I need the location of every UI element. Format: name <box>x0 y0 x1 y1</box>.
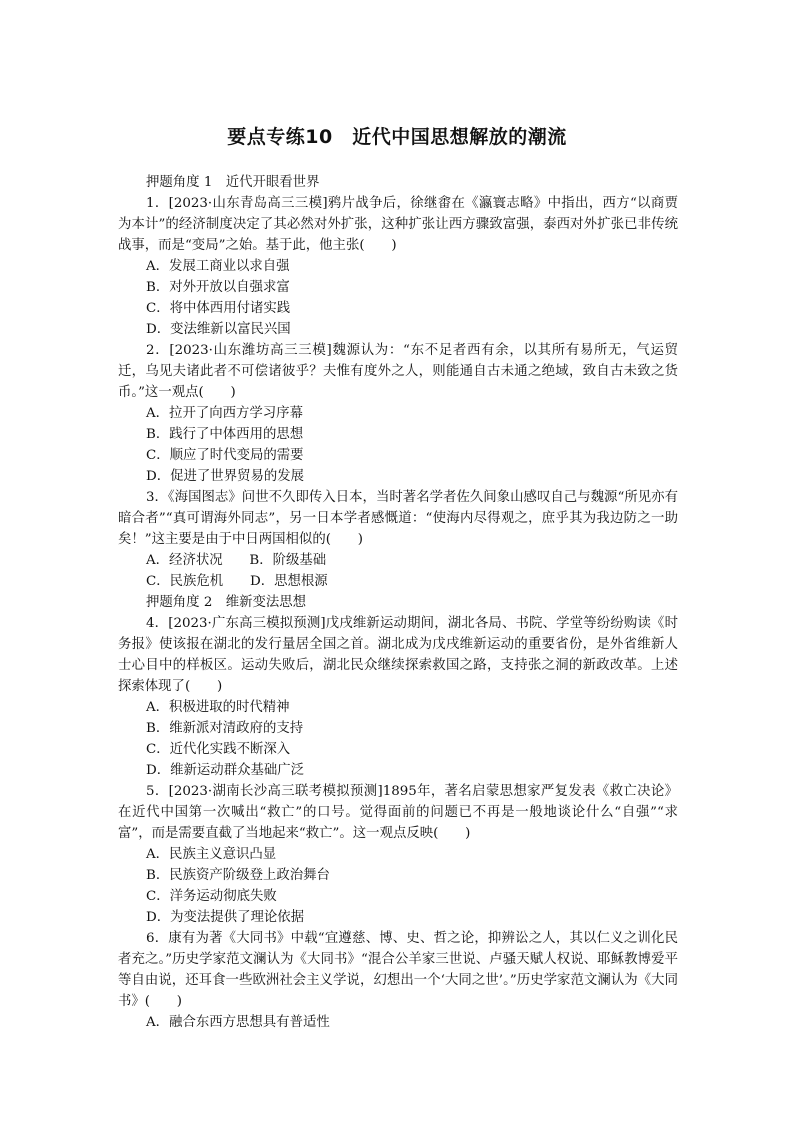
option-a: A．发展工商业以求自强 <box>146 259 290 274</box>
option-c: C．近代化实践不断深入 <box>146 742 291 757</box>
question-stem: 6．康有为著《大同书》中载“宜遵慈、博、史、哲之论，抑辨讼之人，其以仁义之训化民者充之。”历史学家范文澜认为《大同书》“混合公羊家三世说、卢骚天赋人权说、耶稣教博爱平等自由说，还耳食一些欧洲社会主义学说，幻想出一个‘大同之世’。”历史学家范文澜认为《大同书》( ) <box>118 931 678 1009</box>
question-stem: 3．《海国图志》问世不久即传入日本，当时著名学者佐久间象山感叹自己与魏源“所见亦有暗合者”“真可谓海外同志”，另一日本学者感慨道：“使海内尽得观之，庶乎其为我边防之一助矣！”这主要是由于中日两国相似的( ) <box>118 490 678 547</box>
question-1 <box>118 193 678 340</box>
option-a: A．民族主义意识凸显 <box>146 847 277 862</box>
option-d: D．为变法提供了理论依据 <box>146 910 305 925</box>
option-a: A．融合东西方思想具有普适性 <box>146 1015 330 1030</box>
question-5 <box>118 781 678 928</box>
question-stem: 5．[2023·湖南长沙高三联考模拟预测]1895年，著名启蒙思想家严复发表《救亡决论》在近代中国第一次喊出“救亡”的口号。觉得面前的问题已不再是一般地谈论什么“自强”“求富”，而是需要直截了当地起来“救亡”。这一观点反映( ) <box>118 784 678 841</box>
page-title: 要点专练10 近代中国思想解放的潮流 <box>227 126 567 148</box>
question-4 <box>118 613 678 781</box>
option-row-ab: A．经济状况 B．阶级基础 <box>146 553 327 568</box>
option-a: A．积极进取的时代精神 <box>146 700 290 715</box>
option-d: D．促进了世界贸易的发展 <box>146 469 305 484</box>
option-c: C．洋务运动彻底失败 <box>146 889 277 904</box>
document-body <box>118 172 678 1033</box>
option-b: B．维新派对清政府的支持 <box>146 721 304 736</box>
option-c: C．将中体西用付诸实践 <box>146 301 291 316</box>
option-d: D．变法维新以富民兴国 <box>146 322 291 337</box>
option-c: C．顺应了时代变局的需要 <box>146 448 304 463</box>
option-b: B．对外开放以自强求富 <box>146 280 290 295</box>
section-heading-1: 押题角度 1 近代开眼看世界 <box>146 175 320 190</box>
option-d: D．维新运动群众基础广泛 <box>146 763 305 778</box>
question-3 <box>118 487 678 592</box>
question-stem: 1．[2023·山东青岛高三三模]鸦片战争后，徐继畬在《瀛寰志略》中指出，西方“以商贾为本计”的经济制度决定了其必然对外扩张，这种扩张让西方骤致富强，泰西对外扩张已非传统战事，而是“变局”之始。基于此，他主张( ) <box>118 196 678 253</box>
question-stem: 4．[2023·广东高三模拟预测]戊戌维新运动期间，湖北各局、书院、学堂等纷纷购读《时务报》使该报在湖北的发行量居全国之首。湖北成为戊戌维新运动的重要省份，是外省维新人士心目中的样板区。运动失败后，湖北民众继续探索救国之路，支持张之洞的新政改革。上述探索体现了( ) <box>118 616 678 694</box>
option-row-cd: C．民族危机 D．思想根源 <box>146 574 328 589</box>
section-heading-2: 押题角度 2 维新变法思想 <box>146 595 307 610</box>
option-b: B．民族资产阶级登上政治舞台 <box>146 868 330 883</box>
question-2 <box>118 340 678 487</box>
question-6 <box>118 928 678 1033</box>
option-b: B．践行了中体西用的思想 <box>146 427 304 442</box>
question-stem: 2．[2023·山东潍坊高三三模]魏源认为：“东不足者西有余，以其所有易所无，气运贸迁，乌见夫诸此者不可偿诸彼乎？夫惟有度外之人，则能通自古未通之绝域，致自古未致之货币。”这一观点( ) <box>118 343 678 400</box>
option-a: A．拉开了向西方学习序幕 <box>146 406 303 421</box>
